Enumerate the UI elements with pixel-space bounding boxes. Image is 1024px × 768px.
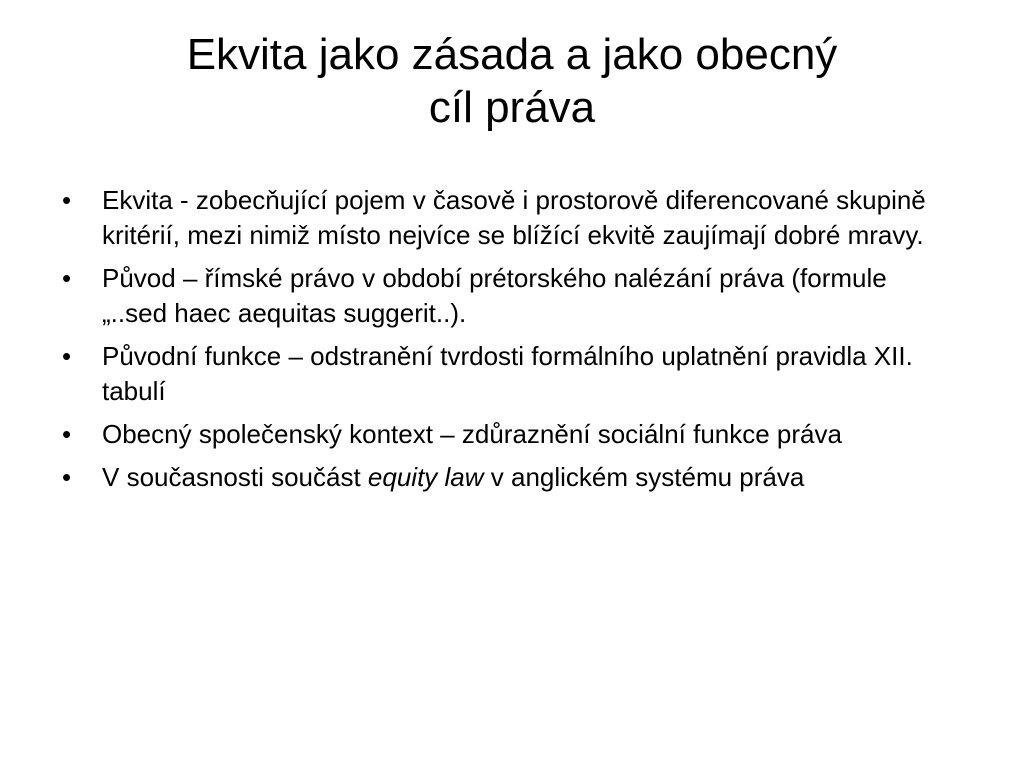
slide-title-line-2: cíl práva — [428, 83, 596, 132]
bullet-text: Obecný společenský kontext – zdůraznění sociální funkce práva — [102, 419, 842, 449]
bullet-marker: • — [62, 419, 72, 449]
bullet-marker: • — [62, 185, 72, 215]
bullet-marker: • — [62, 263, 72, 293]
bullet-item-soucasnost — [58, 460, 958, 495]
bullet-text-after: v anglickém systému práva — [483, 462, 805, 492]
bullet-item-obecny-kontext — [58, 417, 958, 452]
bullet-marker: • — [62, 462, 72, 492]
bullet-list — [58, 183, 958, 503]
bullet-text: Původ – římské právo v období prétorského nalézání práva (formule „..sed haec aequitas suggerit..). — [102, 263, 887, 328]
bullet-text-italic: equity law — [367, 462, 484, 492]
bullet-text: Ekvita - zobecňující pojem v časově i prostorově diferencované skupině kritérií, mezi nimiž místo nejvíce se blížící ekvitě zaujímají dobré mravy. — [102, 185, 926, 250]
bullet-item-ekvita — [58, 183, 958, 253]
bullet-text: Původní funkce – odstranění tvrdosti formálního uplatnění pravidla XII. tabulí — [102, 341, 913, 406]
bullet-item-puvod — [58, 261, 958, 331]
slide-title-line-1: Ekvita jako zásada a jako obecný — [186, 30, 838, 79]
bullet-marker: • — [62, 341, 72, 371]
slide-title — [60, 28, 964, 134]
bullet-text-before: V současnosti součást — [102, 462, 368, 492]
bullet-text — [102, 462, 804, 492]
bullet-item-puvodni-funkce — [58, 339, 958, 409]
